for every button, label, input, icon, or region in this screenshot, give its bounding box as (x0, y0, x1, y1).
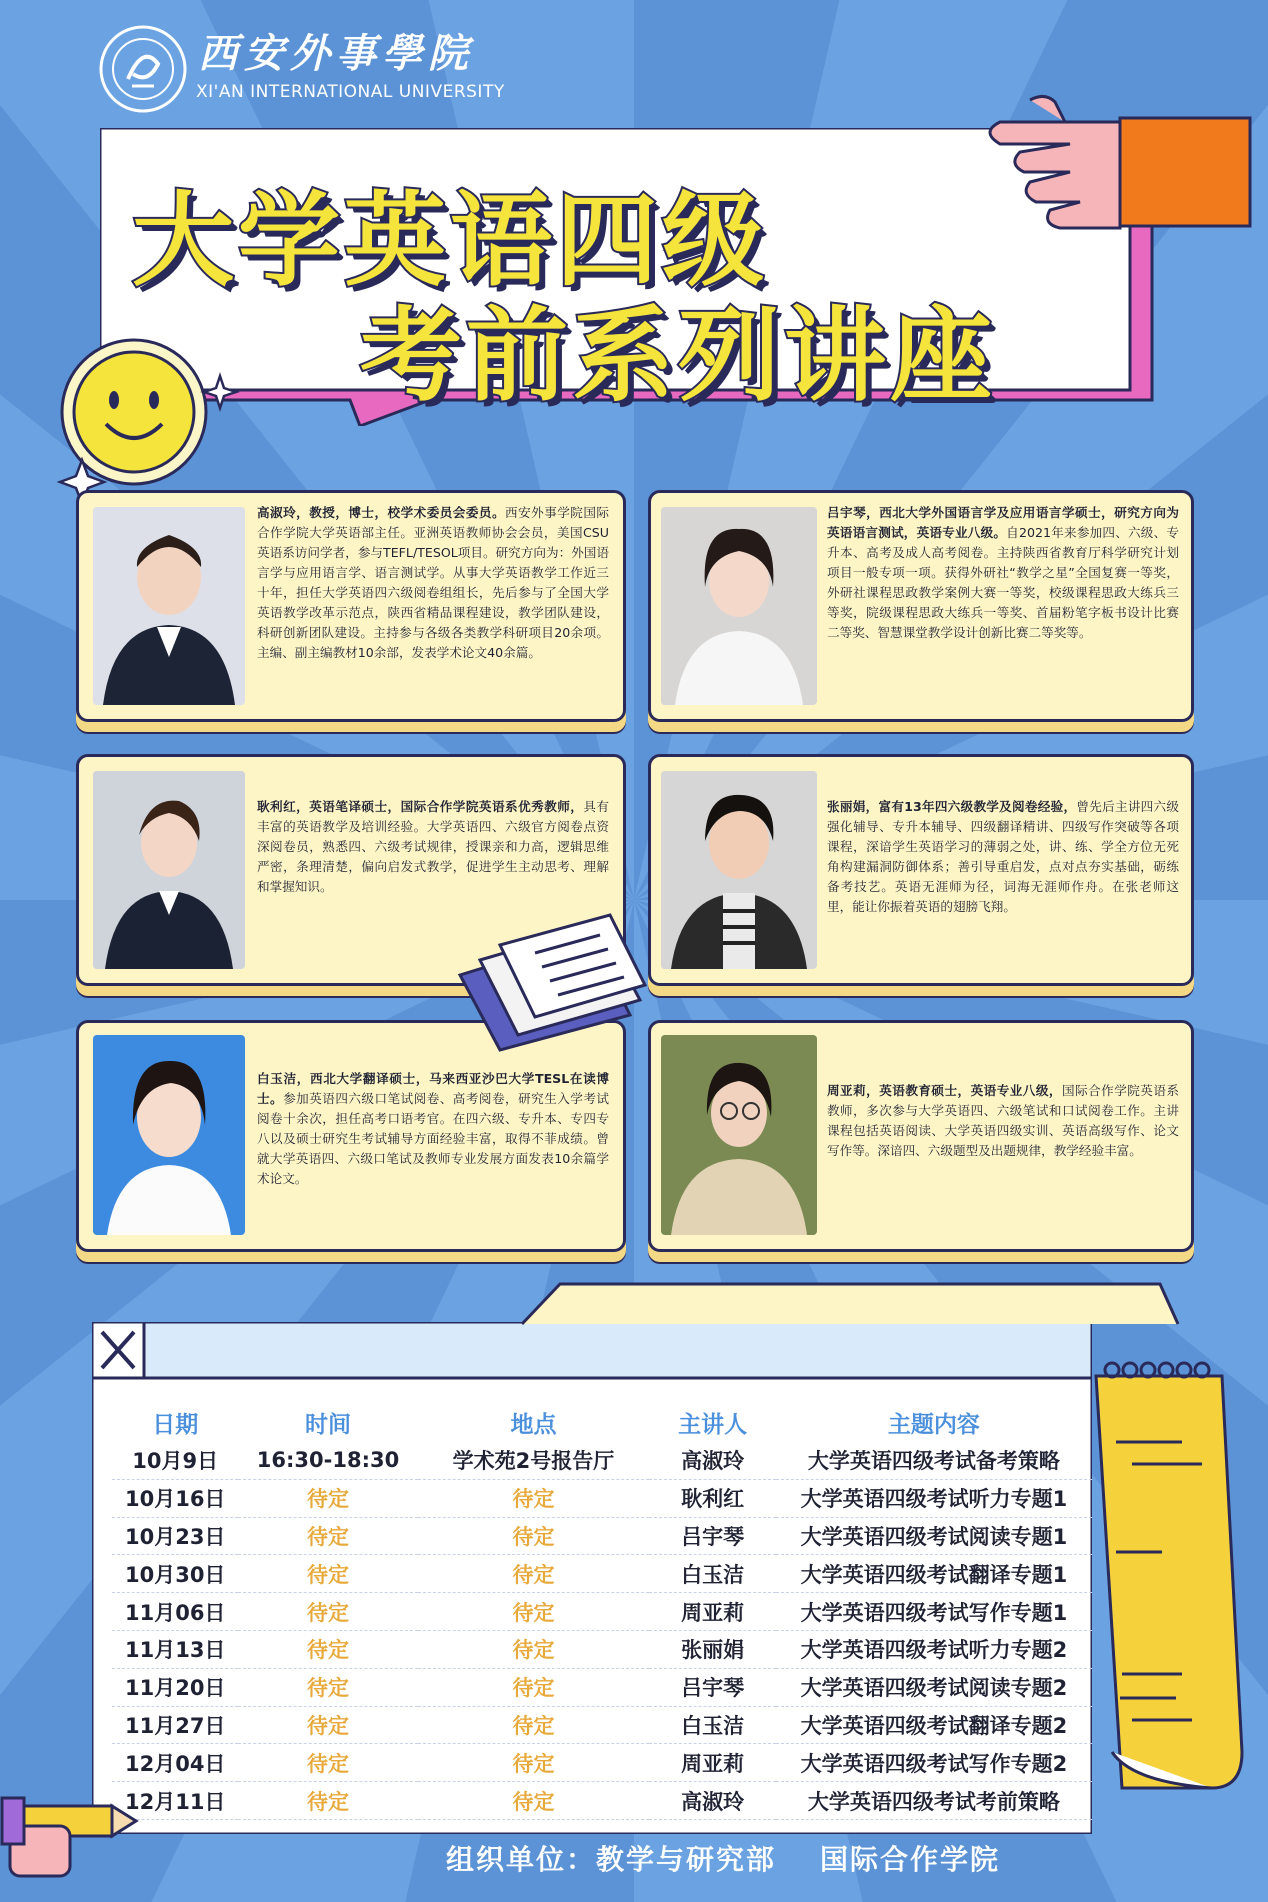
schedule-row (112, 1479, 1092, 1517)
schedule-cell-speaker: 白玉洁 (649, 1706, 775, 1744)
lecturer-name-3: 耿利红，英语笔译硕士，国际合作学院英语系优秀教师， (257, 799, 584, 814)
schedule-cell-date: 10月9日 (112, 1442, 238, 1479)
lecturer-photo-6 (661, 1035, 817, 1235)
organizer-footer (446, 1838, 1000, 1878)
schedule-header-row (112, 1402, 1092, 1442)
lecturer-name-2: 吕宇琴，西北大学外国语言学及应用语言学硕士，研究方向为英语语言测试，英语专业八级。 (827, 505, 1179, 540)
schedule-cell-location: 待定 (418, 1517, 650, 1555)
schedule-cell-location: 学术苑2号报告厅 (418, 1442, 650, 1479)
schedule-cell-date: 12月04日 (112, 1744, 238, 1782)
schedule-cell-topic: 大学英语四级考试听力专题2 (776, 1630, 1092, 1668)
window-tab (520, 1282, 1180, 1326)
lecturer-card-1 (76, 490, 626, 722)
schedule-cell-speaker: 高淑玲 (649, 1442, 775, 1479)
schedule-cell-topic: 大学英语四级考试考前策略 (776, 1782, 1092, 1820)
schedule-row (112, 1744, 1092, 1782)
schedule-cell-location: 待定 (418, 1744, 650, 1782)
schedule-cell-date: 10月23日 (112, 1517, 238, 1555)
lecturer-card-4 (648, 754, 1194, 986)
schedule-cell-speaker: 白玉洁 (649, 1555, 775, 1593)
schedule-cell-speaker: 周亚莉 (649, 1593, 775, 1631)
schedule-cell-date: 11月27日 (112, 1706, 238, 1744)
title-line-1: 大学英语四级 (132, 182, 768, 301)
schedule-cell-speaker: 张丽娟 (649, 1630, 775, 1668)
schedule-cell-speaker: 高淑玲 (649, 1782, 775, 1820)
schedule-row (112, 1442, 1092, 1479)
lecturer-photo-1 (93, 507, 245, 705)
schedule-cell-time: 待定 (238, 1479, 417, 1517)
lecturer-bio-1: 高淑玲，教授，博士，校学术委员会委员。西安外事学院国际合作学院大学英语部主任。亚洲英语教师协会会员，美国CSU英语系访问学者，参与TEFL/TESOL项目。研究方向为：外国语言学与应用语言学、语言测试学。从事大学英语教学工作近三十年，担任大学英语四六级阅卷组组长，先后参与了全国大学英语教学改革示范点，陕西省精品课程建设，教学团队建设，科研创新团队建设。主持参与各级各类教学科研项目20余项。主编、副主编教材10余部，发表学术论文40余篇。 (257, 505, 610, 660)
close-icon[interactable] (96, 1326, 140, 1374)
schedule-cell-location: 待定 (418, 1782, 650, 1820)
schedule-cell-location: 待定 (418, 1593, 650, 1631)
lecturer-card-6 (648, 1020, 1194, 1252)
lecturer-bio-4: 张丽娟，富有13年四六级教学及阅卷经验，曾先后主讲四六级强化辅导、专升本辅导、四级翻译精讲、四级写作突破等各项课程，深谙学生英语学习的薄弱之处，讲、练、学全方位无死角构建漏洞防御体系；善引导重启发，点对点夯实基础，砺练备考技艺。英语无涯师为径，词海无涯师作舟。在张老师这里，能让你振着英语的翅膀飞翔。 (827, 799, 1180, 914)
organizer-1: 教学与研究部 (596, 1843, 777, 1876)
schedule-cell-time: 待定 (238, 1555, 417, 1593)
lecturer-name-5: 白玉洁，西北大学翻译硕士，马来西亚沙巴大学TESL在读博士。 (257, 1071, 609, 1106)
lecturer-photo-3 (93, 771, 245, 969)
schedule-cell-topic: 大学英语四级考试阅读专题1 (776, 1517, 1092, 1555)
organizer-label: 组织单位： (446, 1843, 597, 1876)
schedule-cell-date: 11月20日 (112, 1668, 238, 1706)
schedule-cell-topic: 大学英语四级考试写作专题2 (776, 1744, 1092, 1782)
schedule-cell-topic: 大学英语四级考试备考策略 (776, 1442, 1092, 1479)
lecturer-photo-2 (661, 507, 817, 705)
schedule-cell-speaker: 耿利红 (649, 1479, 775, 1517)
organizer-2: 国际合作学院 (820, 1843, 1001, 1876)
header-time: 时间 (305, 1411, 351, 1438)
lecturer-bio-5: 白玉洁，西北大学翻译硕士，马来西亚沙巴大学TESL在读博士。参加英语四六级口笔试阅卷、高考阅卷，研究生入学考试阅卷十余次，担任高考口语考官。在四六级、专升本、专四专八以及硕士研究生考试辅导方面经验丰富，取得不菲成绩。曾就大学英语四、六级口笔试及教师专业发展方面发表10余篇学术论文。 (257, 1071, 610, 1186)
university-logo-icon (98, 24, 188, 114)
schedule-cell-topic: 大学英语四级考试写作专题1 (776, 1593, 1092, 1631)
schedule-cell-date: 11月13日 (112, 1630, 238, 1668)
header-topic: 主题内容 (887, 1411, 980, 1438)
schedule-cell-time: 待定 (238, 1593, 417, 1631)
schedule-cell-location: 待定 (418, 1668, 650, 1706)
schedule-cell-speaker: 吕宇琴 (649, 1517, 775, 1555)
header-speaker: 主讲人 (678, 1411, 748, 1438)
schedule-row (112, 1517, 1092, 1555)
schedule-cell-topic: 大学英语四级考试翻译专题1 (776, 1555, 1092, 1593)
schedule-cell-topic: 大学英语四级考试听力专题1 (776, 1479, 1092, 1517)
lecturer-bio-3: 耿利红，英语笔译硕士，国际合作学院英语系优秀教师，具有丰富的英语教学及培训经验。大学英语四、六级官方阅卷点资深阅卷员，熟悉四、六级考试规律，授课亲和力高，逻辑思维严密，条理清楚，偏向启发式教学，促进学生主动思考、理解和掌握知识。 (257, 799, 610, 894)
schedule-cell-date: 12月11日 (112, 1782, 238, 1820)
schedule-row (112, 1706, 1092, 1744)
lecturer-bio-2: 吕宇琴，西北大学外国语言学及应用语言学硕士，研究方向为英语语言测试，英语专业八级。自2021年来参加四、六级、专升本、高考及成人高考阅卷。主持陕西省教育厅科学研究计划项目一般专项一项。获得外研社“教学之星”全国复赛一等奖，外研社课程思政教学案例大赛一等奖，校级课程思政大练兵三等奖，院级课程思政大练兵一等奖、首届粉笔字板书设计比赛二等奖、智慧课堂教学设计创新比赛二等奖等。 (827, 505, 1179, 640)
title-line-2: 考前系列讲座 (360, 297, 996, 416)
lecturer-bio-6: 周亚莉，英语教育硕士，英语专业八级，国际合作学院英语系教师，多次参与大学英语四、六级笔试和口试阅卷工作。主讲课程包括英语阅读、大学英语四级实训、英语高级写作、论文写作等。深谙四、六级题型及出题规律，教学经验丰富。 (827, 1083, 1180, 1158)
hand-icon (880, 92, 1260, 242)
notepad-icon (1092, 1352, 1252, 1792)
lecturer-card-2 (648, 490, 1194, 722)
schedule-cell-topic: 大学英语四级考试翻译专题2 (776, 1706, 1092, 1744)
schedule-cell-speaker: 吕宇琴 (649, 1668, 775, 1706)
schedule-row (112, 1782, 1092, 1820)
schedule-cell-location: 待定 (418, 1479, 650, 1517)
header-location: 地点 (510, 1411, 557, 1438)
schedule-cell-date: 10月30日 (112, 1555, 238, 1593)
schedule-cell-time: 待定 (238, 1517, 417, 1555)
schedule-cell-date: 10月16日 (112, 1479, 238, 1517)
schedule-row (112, 1630, 1092, 1668)
lecturer-name-6: 周亚莉，英语教育硕士，英语专业八级， (827, 1083, 1062, 1098)
schedule-cell-topic: 大学英语四级考试阅读专题2 (776, 1668, 1092, 1706)
schedule-cell-time: 待定 (238, 1630, 417, 1668)
schedule-table (112, 1402, 1092, 1820)
schedule-row (112, 1668, 1092, 1706)
header-date: 日期 (152, 1411, 199, 1438)
schedule-cell-time: 待定 (238, 1782, 417, 1820)
pencil-hand-icon (0, 1788, 140, 1878)
schedule-cell-time: 待定 (238, 1668, 417, 1706)
lecturer-photo-5 (93, 1035, 245, 1235)
school-name-en: XI'AN INTERNATIONAL UNIVERSITY (196, 82, 505, 102)
schedule-cell-location: 待定 (418, 1555, 650, 1593)
schedule-cell-location: 待定 (418, 1706, 650, 1744)
schedule-cell-speaker: 周亚莉 (649, 1744, 775, 1782)
school-name-cn: 西安外事學院 (198, 30, 474, 77)
smiley-icon (34, 312, 244, 512)
schedule-cell-time: 16:30-18:30 (238, 1442, 417, 1479)
lecturer-name-4: 张丽娟，富有13年四六级教学及阅卷经验， (827, 799, 1077, 814)
schedule-row (112, 1593, 1092, 1631)
lecturer-name-1: 高淑玲，教授，博士，校学术委员会委员。 (257, 505, 506, 520)
paper-stack-icon (440, 905, 650, 1055)
schedule-cell-location: 待定 (418, 1630, 650, 1668)
lecturer-photo-4 (661, 771, 817, 969)
schedule-cell-time: 待定 (238, 1744, 417, 1782)
schedule-row (112, 1555, 1092, 1593)
schedule-cell-time: 待定 (238, 1706, 417, 1744)
schedule-cell-date: 11月06日 (112, 1593, 238, 1631)
